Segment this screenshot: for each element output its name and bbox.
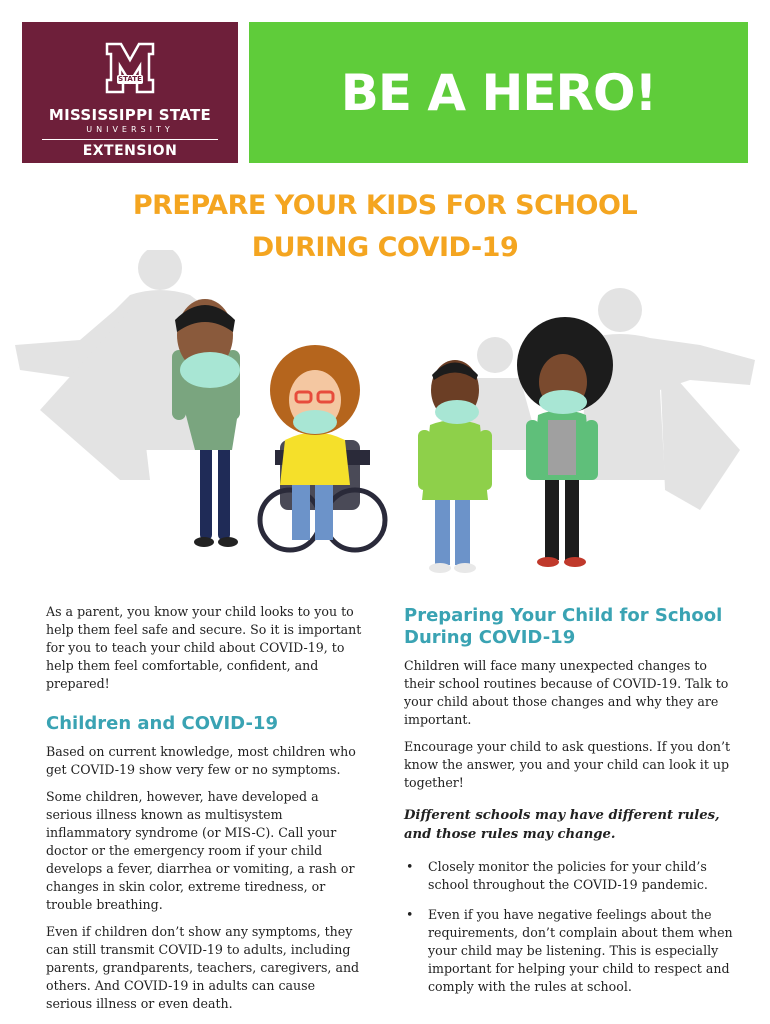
intro-paragraph: As a parent, you know your child looks to you to help them feel safe and secure. So it is important for you to teach your child about COVID-19, to help them feel comfortable, confident, and prepared! xyxy=(46,604,362,691)
preparing-child-heading: Preparing Your Child for School During COVID-19 xyxy=(404,605,723,648)
msu-extension-logo xyxy=(22,22,238,163)
right-paragraph: Encourage your child to ask questions. If you don’t know the answer, you and your child can look it up together! xyxy=(404,739,731,790)
hero-banner-text: BE A HERO! xyxy=(340,63,657,122)
rules-list xyxy=(404,858,734,996)
logo-university: UNIVERSITY xyxy=(86,125,174,134)
right-column xyxy=(404,605,734,1008)
page-title-line-2: DURING COVID-19 xyxy=(251,232,519,263)
hero-banner xyxy=(249,22,748,163)
hero-shadow-figures xyxy=(15,250,755,510)
girl-in-wheelchair-figure xyxy=(260,345,385,550)
children-covid-heading: Children and COVID-19 xyxy=(46,713,278,734)
rules-subheading: Different schools may have different rules, and those rules may change. xyxy=(404,808,720,842)
logo-state-badge: STATE xyxy=(118,75,142,83)
page-title-line-1: PREPARE YOUR KIDS FOR SCHOOL xyxy=(132,190,638,221)
list-item xyxy=(404,906,734,996)
left-paragraph: Even if children don’t show any symptoms, they can still transmit COVID-19 to adults, including parents, grandparents, teachers, caregivers, and others. And COVID-19 in adults can cause serious illness or even death. xyxy=(46,924,360,1011)
bullet-icon: • xyxy=(406,859,414,874)
list-item xyxy=(404,858,734,894)
msu-m-logo-icon xyxy=(105,40,155,96)
logo-name: MISSISSIPPI STATE xyxy=(48,106,212,124)
left-paragraph: Based on current knowledge, most children who get COVID-19 show very few or no symptoms. xyxy=(46,744,356,777)
logo-extension: EXTENSION xyxy=(82,143,178,159)
bullet-icon: • xyxy=(406,907,414,922)
left-paragraph: Some children, however, have developed a serious illness known as multisystem inflammatory syndrome (or MIS-C). Call your doctor or the emergency room if your child develops a fever, diarrhea or vomiting, a rash or changes in skin color, extreme tiredness, or trouble breathing. xyxy=(46,789,355,912)
list-item-text: Closely monitor the policies for your child’s school throughout the COVID-19 pandemic. xyxy=(428,859,708,892)
logo-divider xyxy=(42,139,218,140)
list-item-text: Even if you have negative feelings about the requirements, don’t complain about them when your child may be listening. This is especially important for helping your child to respect and comply with the rules at school. xyxy=(428,907,733,994)
right-paragraph: Children will face many unexpected changes to their school routines because of COVID-19. Talk to your child about those changes and why they are important. xyxy=(404,658,729,727)
left-column xyxy=(46,603,364,1022)
family-heroes-illustration xyxy=(0,250,770,590)
